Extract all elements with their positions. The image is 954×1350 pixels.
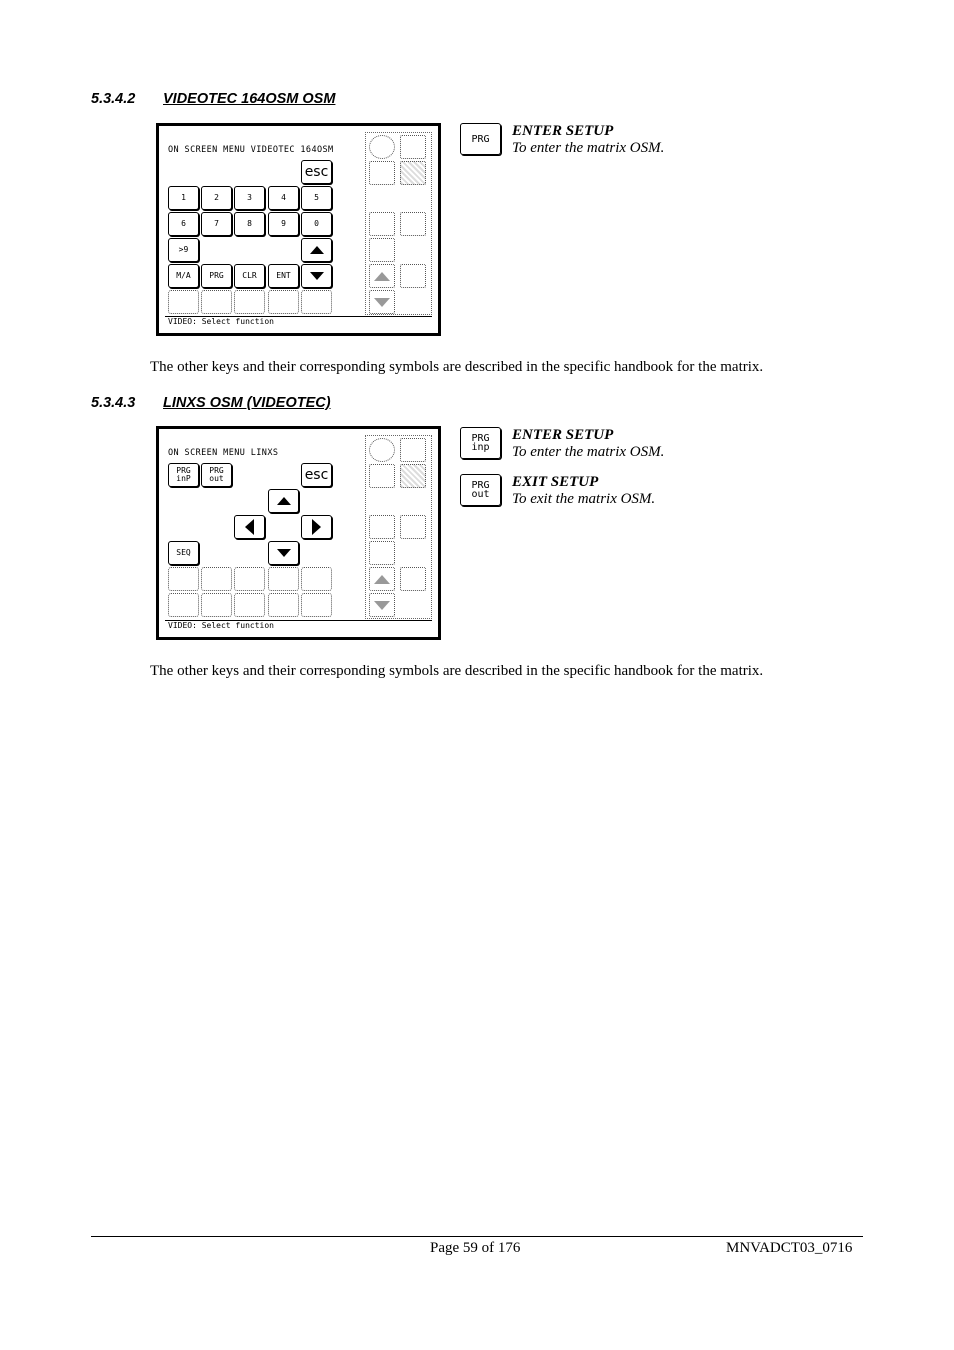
key-5[interactable]: 5: [301, 186, 332, 210]
item-desc: To exit the matrix OSM.: [512, 491, 656, 507]
section-heading-5343: [91, 395, 331, 411]
disabled-key: [268, 567, 299, 591]
keyboard-icon[interactable]: [400, 464, 426, 488]
right-arrow-icon: [312, 519, 321, 535]
disabled-key: [201, 593, 232, 617]
camera-icon[interactable]: [400, 438, 426, 462]
icon-bottom-label: out: [471, 489, 490, 500]
footer-divider: [91, 1236, 863, 1237]
window-icon[interactable]: [369, 541, 395, 565]
item-title: ENTER SETUP: [512, 123, 614, 139]
prg-out-icon: [460, 474, 501, 506]
disabled-key: [268, 593, 299, 617]
item-title: EXIT SETUP: [512, 474, 599, 490]
status-bar: VIDEO: Select function: [165, 620, 432, 631]
prg-out-key[interactable]: [201, 463, 232, 487]
down-arrow-key[interactable]: [268, 541, 299, 565]
esc-key[interactable]: esc: [301, 463, 332, 487]
up-arrow-key[interactable]: [301, 238, 332, 262]
prg-inp-key[interactable]: [168, 463, 199, 487]
key-8[interactable]: 8: [234, 212, 265, 236]
disabled-key: [301, 290, 332, 314]
down-arrow-icon: [310, 272, 324, 280]
down-arrow-icon: [277, 549, 291, 557]
disabled-key: [201, 567, 232, 591]
linxs-osm-screen: [156, 426, 441, 640]
monitor-icon[interactable]: [369, 464, 395, 488]
item-title: ENTER SETUP: [512, 427, 614, 443]
disabled-key: [168, 290, 199, 314]
key-6[interactable]: 6: [168, 212, 199, 236]
frame-icon[interactable]: [369, 212, 395, 236]
key-m-a[interactable]: M/A: [168, 264, 199, 288]
section-note: The other keys and their corresponding symbols are described in the specific handbook for the matrix.: [150, 663, 764, 679]
scroll-down-icon: [374, 298, 390, 307]
icon-top-label: PRG: [471, 480, 490, 491]
disabled-key: [301, 593, 332, 617]
prg-icon-label: PRG: [471, 133, 490, 145]
disabled-key: [168, 593, 199, 617]
videotec-osm-screen: [156, 123, 441, 336]
key-bottom-label: out: [209, 474, 224, 483]
disabled-key: [268, 290, 299, 314]
scroll-up-icon: [374, 272, 390, 281]
key-1[interactable]: 1: [168, 186, 199, 210]
key-bottom-label: inP: [176, 474, 191, 483]
section-heading-5342: [91, 91, 335, 107]
disabled-key: [234, 593, 265, 617]
scroll-up-key[interactable]: [369, 264, 395, 288]
scroll-up-key[interactable]: [369, 567, 395, 591]
key-top-label: PRG: [176, 466, 191, 475]
frame-icon[interactable]: [369, 515, 395, 539]
right-arrow-key[interactable]: [301, 515, 332, 539]
window-icon[interactable]: [369, 238, 395, 262]
disabled-key: [234, 567, 265, 591]
key-2[interactable]: 2: [201, 186, 232, 210]
scroll-up-icon: [374, 575, 390, 584]
icon-bottom-label: inp: [471, 442, 490, 453]
item-desc: To enter the matrix OSM.: [512, 444, 665, 460]
esc-key[interactable]: esc: [301, 160, 332, 184]
camera-move-icon[interactable]: [400, 567, 426, 591]
section-note: The other keys and their corresponding symbols are described in the specific handbook for the matrix.: [150, 359, 764, 375]
left-arrow-key[interactable]: [234, 515, 265, 539]
info-icon[interactable]: [369, 135, 395, 159]
key-gt9[interactable]: >9: [168, 238, 199, 262]
exit-setup-desc: [512, 474, 655, 508]
document-code: MNVADCT03_0716: [726, 1240, 853, 1256]
page-number: Page 59 of 176: [430, 1240, 521, 1256]
prg-icon: [460, 123, 501, 155]
enter-setup-desc: [512, 427, 664, 461]
enter-setup-desc: [512, 123, 664, 157]
screen-title: ON SCREEN MENU VIDEOTEC 164OSM: [168, 145, 334, 155]
section-number: 5.3.4.2: [91, 91, 136, 107]
section-title: LINXS OSM (VIDEOTEC): [163, 395, 331, 411]
section-title: VIDEOTEC 164OSM OSM: [163, 91, 336, 107]
monitor-icon[interactable]: [369, 161, 395, 185]
key-7[interactable]: 7: [201, 212, 232, 236]
settings-icon[interactable]: [400, 515, 426, 539]
section-number: 5.3.4.3: [91, 395, 136, 411]
keyboard-icon[interactable]: [400, 161, 426, 185]
up-arrow-key[interactable]: [268, 489, 299, 513]
icon-top-label: PRG: [471, 433, 490, 444]
key-clr[interactable]: CLR: [234, 264, 265, 288]
disabled-key: [201, 290, 232, 314]
disabled-key: [234, 290, 265, 314]
seq-key[interactable]: SEQ: [168, 541, 199, 565]
screen-title: ON SCREEN MENU LINXS: [168, 448, 279, 458]
scroll-down-key[interactable]: [369, 593, 395, 617]
scroll-down-icon: [374, 601, 390, 610]
key-3[interactable]: 3: [234, 186, 265, 210]
down-arrow-key[interactable]: [301, 264, 332, 288]
key-top-label: PRG: [209, 466, 224, 475]
key-9[interactable]: 9: [268, 212, 299, 236]
camera-move-icon[interactable]: [400, 264, 426, 288]
up-arrow-icon: [277, 497, 291, 505]
disabled-key: [168, 567, 199, 591]
key-0[interactable]: 0: [301, 212, 332, 236]
scroll-down-key[interactable]: [369, 290, 395, 314]
key-4[interactable]: 4: [268, 186, 299, 210]
item-desc: To enter the matrix OSM.: [512, 140, 665, 156]
info-icon[interactable]: [369, 438, 395, 462]
up-arrow-icon: [310, 246, 324, 254]
settings-icon[interactable]: [400, 212, 426, 236]
key-ent[interactable]: ENT: [268, 264, 299, 288]
prg-inp-icon: [460, 427, 501, 459]
disabled-key: [301, 567, 332, 591]
camera-icon[interactable]: [400, 135, 426, 159]
left-arrow-icon: [245, 519, 254, 535]
status-bar: VIDEO: Select function: [165, 316, 432, 327]
key-prg[interactable]: PRG: [201, 264, 232, 288]
